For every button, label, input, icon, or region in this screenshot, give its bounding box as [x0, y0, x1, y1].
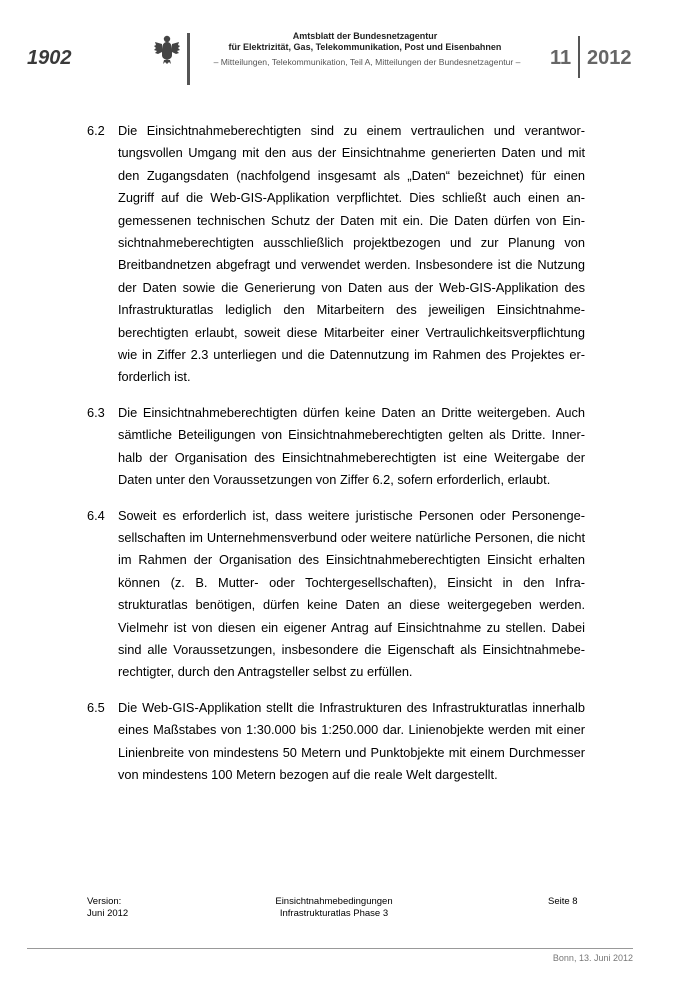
issue-year: 2012: [587, 47, 632, 69]
version-label: Version:: [87, 896, 122, 907]
gazette-title-line1: Amtsblatt der Bundesnetzagentur: [292, 31, 438, 41]
footer-page-label: Seite 8: [548, 896, 578, 907]
section-6-3: [87, 402, 587, 492]
gazette-title-line2: für Elektrizität, Gas, Telekommunikation, Post und Eisenbahnen: [228, 42, 502, 52]
header-divider: [187, 33, 190, 85]
footer-divider: [27, 948, 633, 949]
section-text: Die Einsichtnahmeberechtigten dürfen keine Daten an Dritte weitergeben. Auch sämtliche Beteiligungen von Einsichtnahmeberechtigten gelten als Dritte. Innerhalb der Organisation des Einsichtnahmeberechtigten ist eine Weitergabe der Daten unter den Voraussetzungen von Ziffer 6.2, sofern erforderlich, erlaubt.: [118, 404, 585, 488]
gazette-subtitle: – Mitteilungen, Telekommunikation, Teil A, Mitteilungen der Bundesnetzagentur –: [213, 57, 521, 67]
section-6-2: [87, 120, 587, 389]
section-6-4: [87, 505, 587, 684]
section-number: 6.3: [87, 404, 105, 420]
issue-divider: [578, 36, 580, 78]
section-text: Die Web-GIS-Applikation stellt die Infrastrukturen des Infrastrukturatlas innerhalb eines Maßstabes von 1:30.000 bis 1:250.000 dar. Linienobjekte werden mit einer Linienbreite von mindestens 50 Metern und Punktobjekte mit einem Durchmesser von mindestens 100 Metern bezogen auf die reale Welt dargestellt.: [118, 699, 585, 782]
section-6-5: [87, 697, 587, 787]
footer-version: [87, 896, 128, 919]
document-body: [87, 120, 587, 799]
section-number: 6.2: [87, 123, 105, 138]
section-number: 6.5: [87, 699, 105, 715]
issue-number: 11: [550, 47, 572, 69]
footer-doc-title: [246, 896, 422, 919]
section-number: 6.4: [87, 507, 105, 523]
page-number: 1902: [27, 47, 72, 69]
gazette-title: [200, 31, 530, 53]
section-text: Die Einsichtnahmeberechtigten sind zu einem vertraulichen und verantwortungsvollen Umgang mit den aus der Einsichtnahme generierten Daten und mit den Zugangsdaten (nachfolgend insgesamt als „Daten“ bezeichnet) für einen Zugriff auf die Web-GIS-Applikation verpflichtet. Dies schließt auch einen angemessenen technischen Schutz der Daten mit ein. Die Daten dürfen von Einsichtnahmeberechtigten ausschließlich projektbezogen und zur Planung von Breitbandnetzen abgefragt und verwendet werden. Insbesondere ist die Nutzung der Daten sowie die Generierung von Daten aus der Web-GIS-Applikation des Infrastrukturatlas lediglich den Mitarbeitern des jeweiligen Einsichtnahmeberechtigten erlaubt, soweit diese Mitarbeiter einer Vertraulichkeitsverpflichtung wie in Ziffer 2.3 unterliegen und die Datennutzung im Rahmen des Projektes erforderlich ist.: [118, 123, 585, 385]
place-date: Bonn, 13. Juni 2012: [552, 953, 633, 963]
federal-eagle-icon: [154, 33, 180, 65]
doc-title-line2: Infrastrukturatlas Phase 3: [279, 907, 389, 919]
version-value: Juni 2012: [87, 907, 129, 919]
doc-title-line1: Einsichtnahmebedingungen: [275, 896, 393, 907]
section-text: Soweit es erforderlich ist, dass weitere juristische Personen oder Personengesellschaften im Unternehmensverbund oder weitere natürliche Personen, die nicht im Rahmen der Organisation des Einsichtnahmeberechtigten Einsicht erhalten können (z. B. Mutter- oder Tochtergesellschaften), Einsicht in den Infrastrukturatlas benötigen, dürfen keine Daten an diese weitergegeben werden. Vielmehr ist von diesen ein eigener Antrag auf Einsichtnahme zu stellen. Dabei sind alle Voraussetzungen, insbesondere die Eigenschaft als Einsichtnahmeberechtigter, durch den Antragsteller selbst zu erfüllen.: [118, 507, 585, 680]
